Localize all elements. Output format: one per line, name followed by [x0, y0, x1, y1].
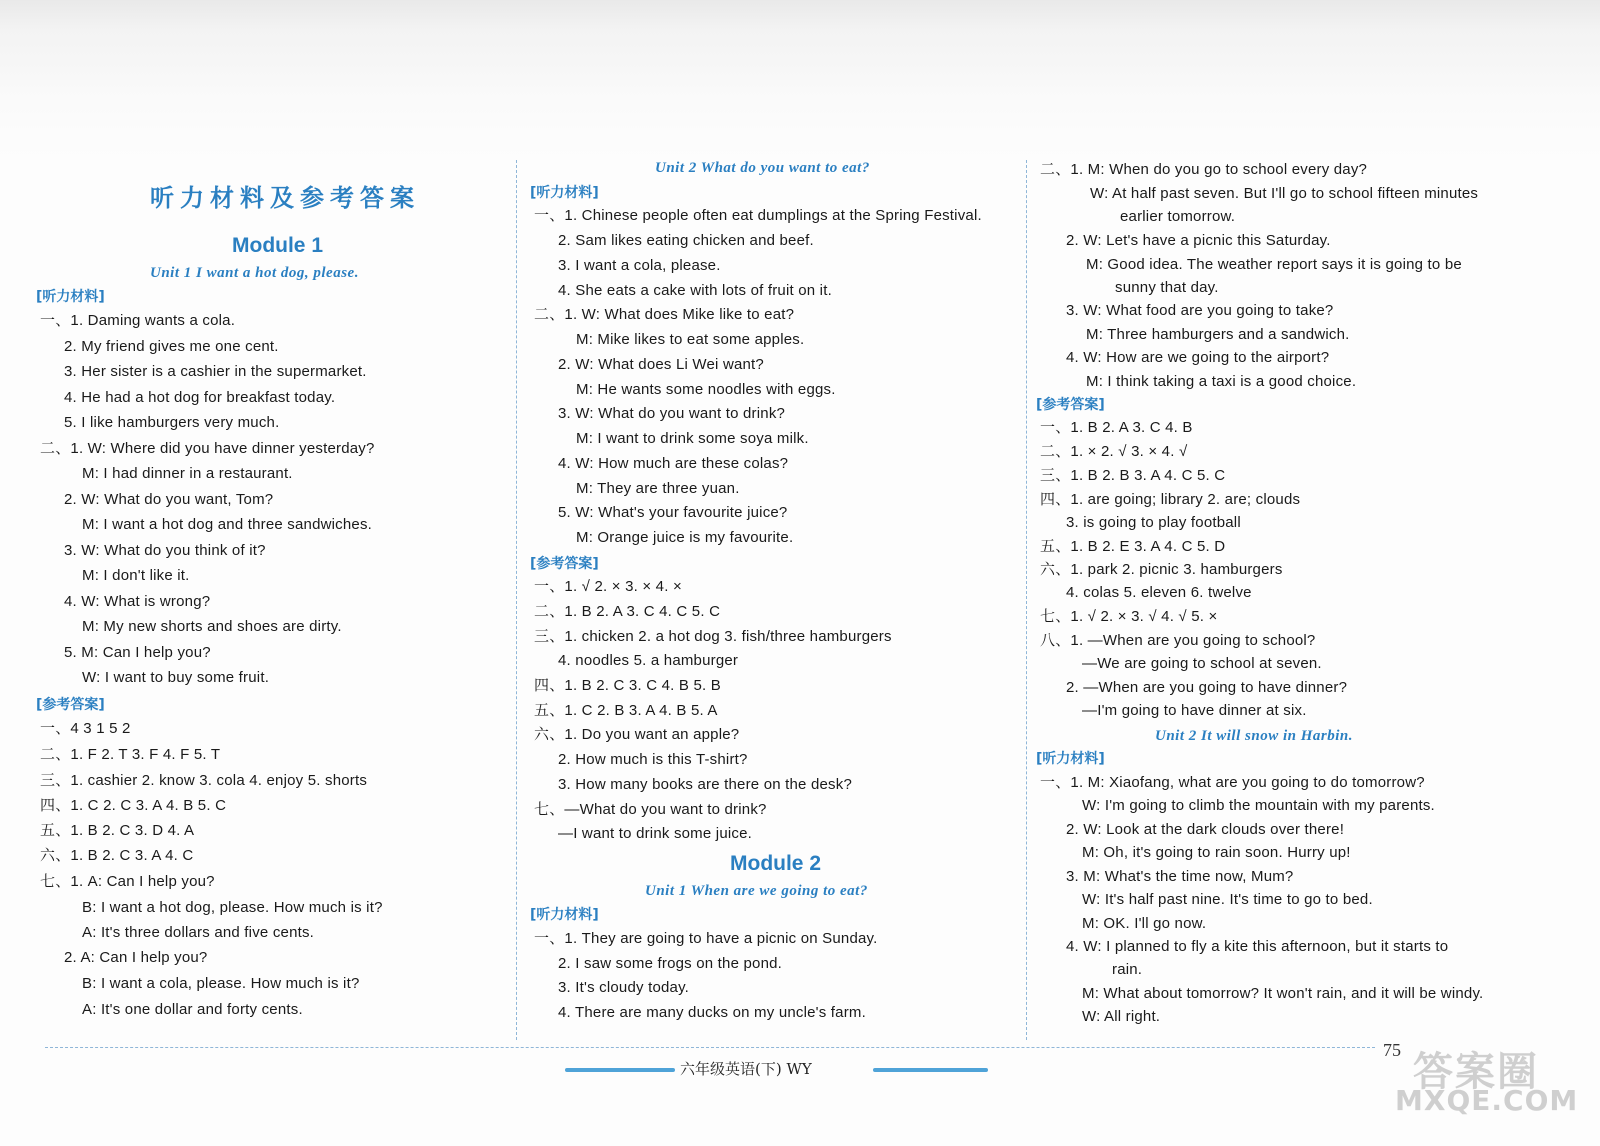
list-item: 5. M: Can I help you?: [64, 644, 211, 661]
list-item: 二、1. W: What does Mike like to eat?: [534, 306, 795, 323]
answer-item: —I'm going to have dinner at six.: [1082, 702, 1307, 719]
list-item: 3. W: What food are you going to take?: [1066, 302, 1334, 319]
list-item: 4. W: How much are these colas?: [558, 455, 789, 472]
answer-item: 二、1. × 2. √ 3. × 4. √: [1040, 443, 1188, 460]
list-item: 2. W: Look at the dark clouds over there!: [1066, 821, 1345, 838]
answer-item: 八、1. —When are you going to school?: [1040, 632, 1316, 649]
section-label-answers: [参考答案]: [36, 697, 105, 713]
answer-item: 一、1. √ 2. × 3. × 4. ×: [534, 578, 682, 595]
section-label-listening: [听力材料]: [530, 185, 599, 201]
list-item: M: Orange juice is my favourite.: [576, 529, 794, 546]
footer-decoration: [565, 1068, 675, 1072]
list-item: M: I want a hot dog and three sandwiches.: [82, 516, 373, 533]
list-item: 2. Sam likes eating chicken and beef.: [558, 232, 814, 249]
footer-divider: [45, 1047, 1375, 1048]
answer-item: 五、1. B 2. C 3. D 4. A: [40, 822, 195, 839]
column-divider: [1026, 160, 1027, 1040]
watermark-line2: MXQE.COM: [1395, 1084, 1579, 1117]
scan-header-shading: [0, 0, 1600, 160]
list-item: 4. W: What is wrong?: [64, 593, 211, 610]
list-item: M: Good idea. The weather report says it is going to be: [1086, 256, 1462, 273]
list-item: 一、1. Chinese people often eat dumplings at the Spring Festival.: [534, 207, 982, 224]
page-title: 听力材料及参考答案: [150, 184, 420, 212]
answer-item: 六、1. Do you want an apple?: [534, 726, 740, 743]
list-item: M: I want to drink some soya milk.: [576, 430, 809, 447]
answer-item: —I want to drink some juice.: [558, 825, 753, 842]
answer-item: 一、1. B 2. A 3. C 4. B: [1040, 419, 1193, 436]
list-item: M: My new shorts and shoes are dirty.: [82, 618, 342, 635]
list-item: earlier tomorrow.: [1120, 208, 1236, 225]
answer-item: 四、1. C 2. C 3. A 4. B 5. C: [40, 797, 227, 814]
list-item: 3. I want a cola, please.: [558, 257, 721, 274]
answer-item: 4. colas 5. eleven 6. twelve: [1066, 584, 1252, 601]
section-label-listening: [听力材料]: [36, 289, 105, 305]
list-item: 一、1. M: Xiaofang, what are you going to do tomorrow?: [1040, 774, 1425, 791]
answer-item: B: I want a cola, please. How much is it?: [82, 975, 360, 992]
list-item: M: What about tomorrow? It won't rain, and it will be windy.: [1082, 985, 1484, 1002]
list-item: 5. W: What's your favourite juice?: [558, 504, 788, 521]
list-item: M: I don't like it.: [82, 567, 190, 584]
module-heading: Module 1: [232, 234, 324, 257]
list-item: 二、1. W: Where did you have dinner yesterday?: [40, 440, 375, 457]
answer-item: 四、1. are going; library 2. are; clouds: [1040, 491, 1301, 508]
list-item: 4. She eats a cake with lots of fruit on it.: [558, 282, 832, 299]
answer-item: 二、1. F 2. T 3. F 4. F 5. T: [40, 746, 221, 763]
section-label-answers: [参考答案]: [1036, 397, 1105, 413]
list-item: 4. He had a hot dog for breakfast today.: [64, 389, 336, 406]
list-item: 4. W: How are we going to the airport?: [1066, 349, 1330, 366]
answer-item: 3. How many books are there on the desk?: [558, 776, 852, 793]
answer-item: 三、1. chicken 2. a hot dog 3. fish/three hamburgers: [534, 628, 892, 645]
list-item: rain.: [1112, 961, 1143, 978]
answer-item: 六、1. park 2. picnic 3. hamburgers: [1040, 561, 1283, 578]
answer-item: 一、4 3 1 5 2: [40, 720, 131, 737]
list-item: 2. W: What do you want, Tom?: [64, 491, 274, 508]
answer-item: —We are going to school at seven.: [1082, 655, 1322, 672]
answer-item: 3. is going to play football: [1066, 514, 1241, 531]
footer-book-title: 六年级英语(下) WY: [680, 1060, 812, 1078]
list-item: W: I'm going to climb the mountain with my parents.: [1082, 797, 1435, 814]
list-item: 2. I saw some frogs on the pond.: [558, 955, 783, 972]
list-item: M: Oh, it's going to rain soon. Hurry up!: [1082, 844, 1351, 861]
answer-item: 三、1. cashier 2. know 3. cola 4. enjoy 5. shorts: [40, 772, 368, 789]
list-item: 2. W: Let's have a picnic this Saturday.: [1066, 232, 1331, 249]
watermark-line1: 答案圈: [1413, 1049, 1539, 1095]
section-label-answers: [参考答案]: [530, 556, 599, 572]
list-item: M: OK. I'll go now.: [1082, 915, 1207, 932]
list-item: M: I had dinner in a restaurant.: [82, 465, 293, 482]
list-item: 4. W: I planned to fly a kite this afternoon, but it starts to: [1066, 938, 1449, 955]
answer-item: A: It's one dollar and forty cents.: [82, 1001, 303, 1018]
unit-heading: Unit 1 I want a hot dog, please.: [150, 265, 359, 281]
page-number: 75: [1383, 1040, 1401, 1060]
list-item: 一、1. They are going to have a picnic on Sunday.: [534, 930, 878, 947]
list-item: 二、1. M: When do you go to school every day?: [1040, 161, 1368, 178]
list-item: sunny that day.: [1115, 279, 1219, 296]
answer-item: 四、1. B 2. C 3. C 4. B 5. B: [534, 677, 721, 694]
answer-item: 三、1. B 2. B 3. A 4. C 5. C: [1040, 467, 1226, 484]
list-item: 3. Her sister is a cashier in the supermarket.: [64, 363, 367, 380]
list-item: 5. I like hamburgers very much.: [64, 414, 280, 431]
answer-item: 2. —When are you going to have dinner?: [1066, 679, 1348, 696]
answer-item: 4. noodles 5. a hamburger: [558, 652, 739, 669]
answer-item: B: I want a hot dog, please. How much is it?: [82, 899, 383, 916]
unit-heading: Unit 1 When are we going to eat?: [645, 883, 868, 899]
answer-item: 七、—What do you want to drink?: [534, 801, 767, 818]
list-item: 2. W: What does Li Wei want?: [558, 356, 764, 373]
answer-item: 七、1. √ 2. × 3. √ 4. √ 5. ×: [1040, 608, 1218, 625]
list-item: 4. There are many ducks on my uncle's farm.: [558, 1004, 866, 1021]
list-item: W: At half past seven. But I'll go to school fifteen minutes: [1090, 185, 1479, 202]
list-item: W: All right.: [1082, 1008, 1161, 1025]
list-item: 3. W: What do you want to drink?: [558, 405, 786, 422]
answer-item: 2. A: Can I help you?: [64, 949, 208, 966]
answer-item: A: It's three dollars and five cents.: [82, 924, 315, 941]
list-item: 3. M: What's the time now, Mum?: [1066, 868, 1294, 885]
column-divider: [516, 160, 517, 1040]
list-item: 一、1. Daming wants a cola.: [40, 312, 236, 329]
list-item: M: Mike likes to eat some apples.: [576, 331, 805, 348]
answer-item: 二、1. B 2. A 3. C 4. C 5. C: [534, 603, 721, 620]
unit-heading: Unit 2 It will snow in Harbin.: [1155, 728, 1353, 744]
list-item: 3. W: What do you think of it?: [64, 542, 266, 559]
list-item: W: I want to buy some fruit.: [82, 669, 270, 686]
module-heading: Module 2: [730, 852, 822, 875]
list-item: M: Three hamburgers and a sandwich.: [1086, 326, 1350, 343]
list-item: 3. It's cloudy today.: [558, 979, 690, 996]
list-item: M: I think taking a taxi is a good choice.: [1086, 373, 1357, 390]
unit-heading: Unit 2 What do you want to eat?: [655, 160, 870, 176]
list-item: M: They are three yuan.: [576, 480, 740, 497]
section-label-listening: [听力材料]: [1036, 751, 1105, 767]
answer-item: 2. How much is this T-shirt?: [558, 751, 748, 768]
list-item: M: He wants some noodles with eggs.: [576, 381, 836, 398]
answer-item: 六、1. B 2. C 3. A 4. C: [40, 847, 194, 864]
list-item: 2. My friend gives me one cent.: [64, 338, 279, 355]
answer-item: 五、1. B 2. E 3. A 4. C 5. D: [1040, 538, 1226, 555]
list-item: W: It's half past nine. It's time to go to bed.: [1082, 891, 1373, 908]
section-label-listening: [听力材料]: [530, 907, 599, 923]
answer-item: 七、1. A: Can I help you?: [40, 873, 215, 890]
answer-item: 五、1. C 2. B 3. A 4. B 5. A: [534, 702, 718, 719]
watermark-logo: [1395, 1040, 1585, 1120]
footer-decoration: [873, 1068, 988, 1072]
